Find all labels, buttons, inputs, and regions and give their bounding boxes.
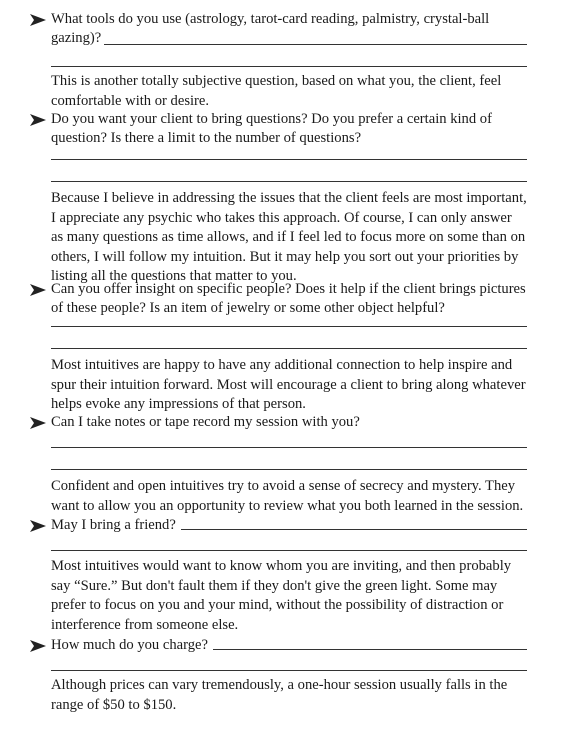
answer-line[interactable] bbox=[51, 447, 527, 448]
answer-line[interactable] bbox=[51, 348, 527, 349]
question-text: Can I take notes or tape record my session with you? bbox=[51, 414, 360, 430]
answer-line[interactable] bbox=[104, 44, 527, 45]
answer-line[interactable] bbox=[51, 181, 527, 182]
question-text: How much do you charge? bbox=[51, 637, 208, 653]
answer-paragraph: This is another totally subjective question, based on what you, the client, feel comfortable with or desire. bbox=[51, 73, 502, 109]
answer-paragraph: Most intuitives are happy to have any additional connection to help inspire and spur their intuition forward. Most will encourage a client to bring along whatever helps evoke any impressions of that person. bbox=[51, 357, 526, 412]
answer-line[interactable] bbox=[51, 670, 527, 671]
answer-paragraph: Although prices can vary tremendously, a one-hour session usually falls in the range of $50 to $150. bbox=[51, 677, 508, 713]
answer-line[interactable] bbox=[213, 649, 527, 650]
answer-paragraph: Confident and open intuitives try to avoid a sense of secrecy and mystery. They want to allow you an opportunity to review what you both learned in the session. bbox=[51, 478, 524, 514]
answer-line[interactable] bbox=[51, 469, 527, 470]
arrowhead-bullet-icon bbox=[30, 284, 46, 296]
arrowhead-bullet-icon bbox=[30, 14, 46, 26]
arrowhead-bullet-icon bbox=[30, 520, 46, 532]
answer-line[interactable] bbox=[51, 550, 527, 551]
answer-paragraph: Most intuitives would want to know whom you are inviting, and then probably say “Sure.” But don't fault them if they don't give the green light. Some may prefer to focus on you and your mind, without the possibility of distraction or interference from someone else. bbox=[51, 558, 512, 633]
question-text: Can you offer insight on specific people? Does it help if the client brings pictures of these people? Is an item of jewelry or some other object helpful? bbox=[51, 281, 526, 316]
question-text: May I bring a friend? bbox=[51, 517, 176, 533]
answer-line[interactable] bbox=[51, 159, 527, 160]
question-text: What tools do you use (astrology, tarot-card reading, palmistry, crystal-ball gazing)? bbox=[51, 11, 490, 46]
answer-paragraph: Because I believe in addressing the issues that the client feels are most important, I appreciate any psychic who takes this approach. Of course, I can only answer as many questions as time allows, and if I feel led to focus more on some than on others, I will follow my intuition. But it may help you sort out your priorities by listing all the questions that matter to you. bbox=[51, 190, 527, 284]
question-text: Do you want your client to bring questions? Do you prefer a certain kind of question? Is there a limit to the number of questions? bbox=[51, 111, 492, 146]
arrowhead-bullet-icon bbox=[30, 417, 46, 429]
answer-line[interactable] bbox=[51, 66, 527, 67]
arrowhead-bullet-icon bbox=[30, 640, 46, 652]
answer-line[interactable] bbox=[51, 326, 527, 327]
answer-line[interactable] bbox=[181, 529, 527, 530]
arrowhead-bullet-icon bbox=[30, 114, 46, 126]
